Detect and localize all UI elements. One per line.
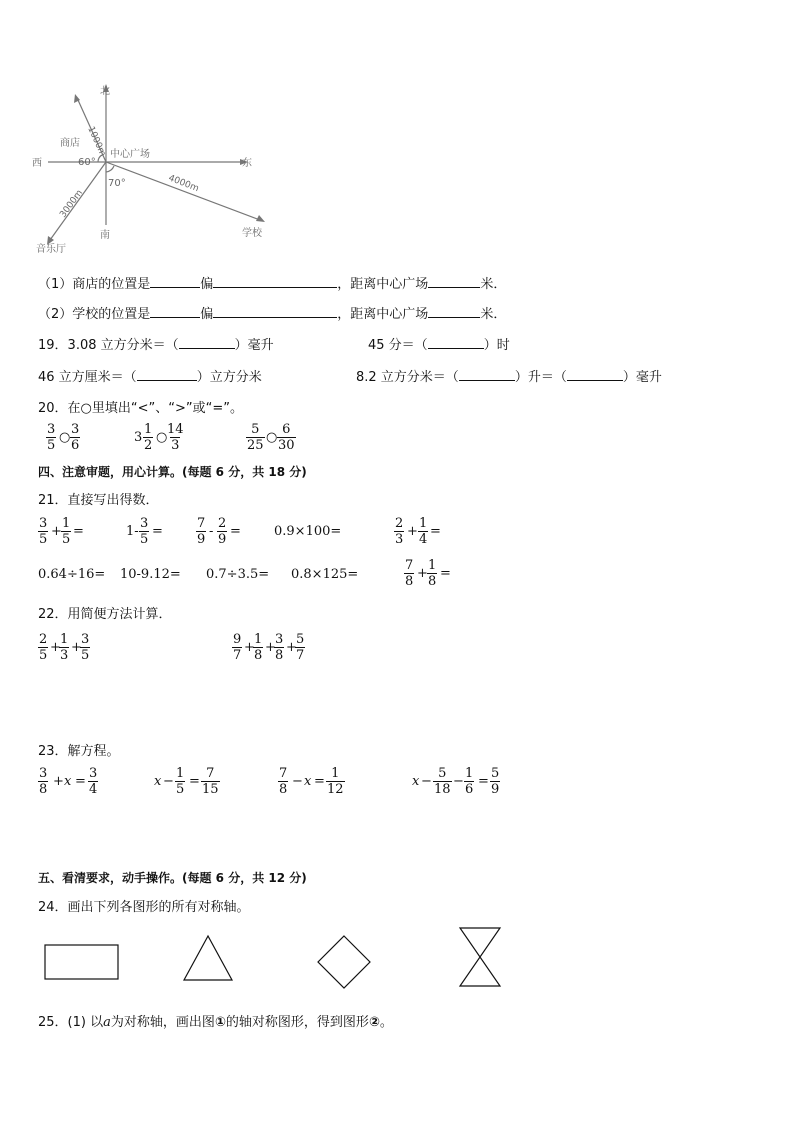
q24-shapes [40,924,510,994]
fraction: $\frac{7}{9}$ [197,516,206,547]
hourglass-shape [460,928,500,986]
q22-title: 22．用简便方法计算． [38,607,172,622]
label-shop: 商店 [60,138,80,149]
expression: 1- [126,524,139,539]
fraction: $\frac{1}{8}$ [254,632,263,663]
q18-line2: （2）学校的位置是 偏 ，距离中心广场 米． [38,307,507,322]
fraction: $\frac{3}{8}$ [275,632,284,663]
operator: − [421,774,432,789]
label-west: 西 [32,158,42,169]
operator: + [417,566,428,581]
blank[interactable] [150,305,200,318]
fraction: $\frac{1}{4}$ [419,516,428,547]
operator: = [478,774,489,789]
fraction: $\frac{3}{5}$ [81,632,90,663]
fraction: $\frac{5}{18}$ [434,766,451,797]
rectangle-shape [45,945,118,979]
q19-b: 45 分＝（ ）时 [368,338,510,353]
fraction: $\frac{14}{3}$ [167,422,184,453]
label-north: 北 [100,86,110,97]
q20-title: 20．在○里填出“<”、“>”或“=”。 [38,401,243,416]
fraction: $\frac{1}{2}$ [144,422,153,453]
blank[interactable] [213,275,337,288]
operator: = [440,566,451,581]
blank[interactable] [213,305,337,318]
compare-circle[interactable]: ○ [59,430,71,445]
operator: = [314,774,325,789]
operator: + [286,640,297,655]
compare-circle[interactable]: ○ [156,430,168,445]
whole-number: 3 [134,430,143,445]
q19-d: 8.2 立方分米＝（ ）升＝（ ）毫升 [356,370,662,385]
expression: 10-9.12= [120,567,181,582]
operator: + [71,640,82,655]
fraction: $\frac{1}{8}$ [428,558,437,589]
fraction: $\frac{3}{4}$ [89,766,98,797]
operator: − [453,774,464,789]
variable: x [412,774,420,789]
fraction: $\frac{7}{15}$ [202,766,219,797]
q18-line1: （1）商店的位置是 偏 ，距离中心广场 米． [38,277,507,292]
label-east: 东 [242,158,252,169]
section5-heading: 五、看清要求，动手操作。(每题 6 分，共 12 分) [38,871,307,885]
blank[interactable] [428,336,484,349]
fraction: $\frac{5}{9}$ [491,766,500,797]
fraction: $\frac{3}{6}$ [71,422,80,453]
label-d-shop: 1000m [85,125,108,159]
operator: − [163,774,174,789]
fraction: $\frac{5}{25}$ [247,422,264,453]
operator: + [53,774,64,789]
label-d-school: 4000m [166,173,201,195]
label-angle1: 60° [78,157,96,168]
blank[interactable] [150,275,200,288]
compare-circle[interactable]: ○ [266,430,278,445]
blank[interactable] [137,368,197,381]
operator: - [209,524,214,539]
expression: 0.64÷16= [38,567,106,582]
operator: + [50,640,61,655]
fraction: $\frac{6}{30}$ [278,422,295,453]
q21-title: 21．直接写出得数． [38,493,159,508]
fraction: $\frac{7}{8}$ [405,558,414,589]
school-line [106,162,260,220]
fraction: $\frac{2}{3}$ [395,516,404,547]
blank[interactable] [428,275,480,288]
fraction: $\frac{7}{8}$ [279,766,288,797]
label-school: 学校 [242,228,262,239]
label-hall: 音乐厅 [36,244,66,255]
fraction: $\frac{3}{5}$ [47,422,56,453]
label-d-hall: 3000m [58,188,86,220]
expression: 0.9×100= [274,524,342,539]
fraction: $\frac{1}{5}$ [176,766,185,797]
fraction: $\frac{1}{3}$ [60,632,69,663]
operator: = [152,524,163,539]
variable: x [64,774,72,789]
label-angle2: 70° [108,178,126,189]
school-arrow-icon [256,215,265,222]
fraction: $\frac{1}{6}$ [465,766,474,797]
operator: + [244,640,255,655]
variable: x [304,774,312,789]
expression: 0.7÷3.5= [206,567,270,582]
fraction: $\frac{1}{12}$ [327,766,344,797]
location-diagram [28,80,288,255]
fraction: $\frac{2}{5}$ [39,632,48,663]
fraction: $\frac{2}{9}$ [218,516,227,547]
expression: 0.8×125= [291,567,359,582]
fraction: $\frac{3}{5}$ [140,516,149,547]
variable: x [154,774,162,789]
blank[interactable] [179,336,235,349]
q19-a: 19．3.08 立方分米＝（ ）毫升 [38,338,274,353]
fraction: $\frac{3}{5}$ [39,516,48,547]
q19-c: 46 立方厘米＝（ ）立方分米 [38,370,262,385]
operator: + [265,640,276,655]
blank[interactable] [459,368,515,381]
blank[interactable] [428,305,480,318]
operator: − [292,774,303,789]
operator: = [430,524,441,539]
operator: + [51,524,62,539]
q25-title: 25．(1) 以a为对称轴，画出图①的轴对称图形，得到图形②。 [38,1015,393,1030]
q23-title: 23．解方程。 [38,744,120,759]
triangle-shape [184,936,232,980]
q24-title: 24．画出下列各图形的所有对称轴。 [38,900,250,915]
operator: = [73,524,84,539]
operator: = [75,774,86,789]
operator: + [407,524,418,539]
operator: = [230,524,241,539]
operator: = [189,774,200,789]
section4-heading: 四、注意审题，用心计算。(每题 6 分，共 18 分) [38,465,307,479]
blank[interactable] [567,368,623,381]
fraction: $\frac{5}{7}$ [296,632,305,663]
fraction: $\frac{1}{5}$ [62,516,71,547]
rhombus-shape [318,936,370,988]
fraction: $\frac{9}{7}$ [233,632,242,663]
label-south: 南 [100,230,110,241]
label-center: 中心广场 [110,149,150,160]
fraction: $\frac{3}{8}$ [39,766,48,797]
